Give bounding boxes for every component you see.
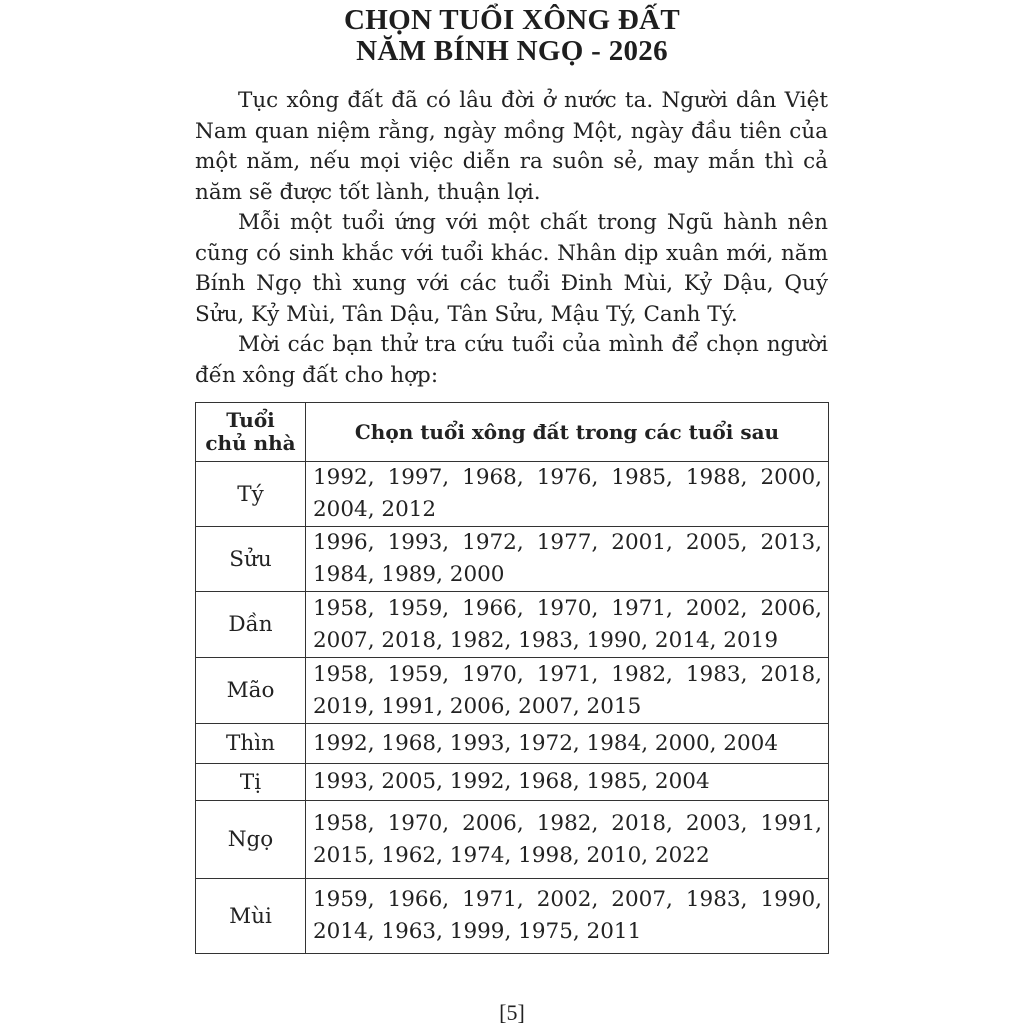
- years-cell: [306, 764, 829, 801]
- table-row: [196, 879, 829, 954]
- paragraph-line: một năm, nếu mọi việc diễn ra suôn sẻ, may mắn thì cả: [195, 149, 828, 174]
- host-age-cell: Tị: [196, 764, 306, 801]
- years-line: 1958, 1959, 1966, 1970, 1971, 2002, 2006,: [313, 595, 822, 621]
- years-cell: [306, 592, 829, 658]
- paragraph-line: năm sẽ được tốt lành, thuận lợi.: [195, 179, 541, 205]
- table-row: [196, 462, 829, 527]
- table-row: [196, 527, 829, 592]
- table-row: [196, 658, 829, 724]
- years-cell: [306, 527, 829, 592]
- age-table: [195, 402, 829, 954]
- host-age-cell: Dần: [196, 592, 306, 658]
- years-cell: [306, 879, 829, 954]
- table-row: [196, 764, 829, 801]
- paragraph-line: Nam quan niệm rằng, ngày mồng Một, ngày đầu tiên của: [195, 118, 828, 144]
- paragraph: [195, 330, 828, 391]
- page-title: CHỌN TUỔI XÔNG ĐẤT: [344, 4, 680, 36]
- years-line: 1996, 1993, 1972, 1977, 2001, 2005, 2013,: [313, 530, 822, 555]
- header-label: Tuổi chủ nhà: [205, 408, 296, 455]
- years-cell: [306, 658, 829, 724]
- host-age-cell: Ngọ: [196, 801, 306, 879]
- paragraph-line: Mời các bạn thử tra cứu tuổi của mình để chọn người: [238, 332, 828, 357]
- host-age-cell: Mùi: [196, 879, 306, 954]
- years-line: 1958, 1959, 1970, 1971, 1982, 1983, 2018,: [313, 661, 822, 687]
- years-line: 2004, 2012: [313, 497, 437, 522]
- header-host-age: [196, 403, 306, 462]
- years-line: 1984, 1989, 2000: [313, 562, 505, 587]
- host-age-cell: Thìn: [196, 724, 306, 764]
- paragraph: [195, 86, 828, 208]
- paragraph-line: Bính Ngọ thì xung với các tuổi Đinh Mùi, Kỷ Dậu, Quý: [195, 271, 828, 296]
- table-row: [196, 592, 829, 658]
- years-line: 2015, 1962, 1974, 1998, 2010, 2022: [313, 842, 710, 868]
- host-age-cell: Mão: [196, 658, 306, 724]
- paragraph: [195, 208, 828, 330]
- years-line: 1993, 2005, 1992, 1968, 1985, 2004: [313, 769, 710, 794]
- paragraph-line: Sửu, Kỷ Mùi, Tân Dậu, Tân Sửu, Mậu Tý, Canh Tý.: [195, 301, 738, 327]
- years-line: 2019, 1991, 2006, 2007, 2015: [313, 693, 642, 719]
- years-cell: [306, 462, 829, 527]
- paragraph-line: Tục xông đất đã có lâu đời ở nước ta. Người dân Việt: [238, 88, 828, 113]
- header-choose-age: Chọn tuổi xông đất trong các tuổi sau: [306, 403, 829, 462]
- table-header-row: [196, 403, 829, 462]
- paragraph-line: đến xông đất cho hợp:: [195, 362, 439, 388]
- years-line: 2007, 2018, 1982, 1983, 1990, 2014, 2019: [313, 627, 779, 653]
- years-line: 1992, 1968, 1993, 1972, 1984, 2000, 2004: [313, 730, 779, 756]
- paragraph-line: Mỗi một tuổi ứng với một chất trong Ngũ hành nên: [238, 210, 828, 235]
- host-age-cell: Sửu: [196, 527, 306, 592]
- table-row: [196, 724, 829, 764]
- table-row: [196, 801, 829, 879]
- years-cell: [306, 724, 829, 764]
- page-subtitle: NĂM BÍNH NGỌ - 2026: [356, 35, 668, 67]
- years-line: 1958, 1970, 2006, 1982, 2018, 2003, 1991,: [313, 810, 822, 836]
- years-cell: [306, 801, 829, 879]
- years-line: 1992, 1997, 1968, 1976, 1985, 1988, 2000,: [313, 465, 822, 490]
- years-line: 1959, 1966, 1971, 2002, 2007, 1983, 1990,: [313, 887, 822, 912]
- years-line: 2014, 1963, 1999, 1975, 2011: [313, 919, 642, 944]
- paragraph-line: cũng có sinh khắc với tuổi khác. Nhân dịp xuân mới, năm: [195, 240, 828, 266]
- host-age-cell: Tý: [196, 462, 306, 527]
- body-text: [195, 86, 828, 391]
- page-number: [5]: [499, 1000, 525, 1025]
